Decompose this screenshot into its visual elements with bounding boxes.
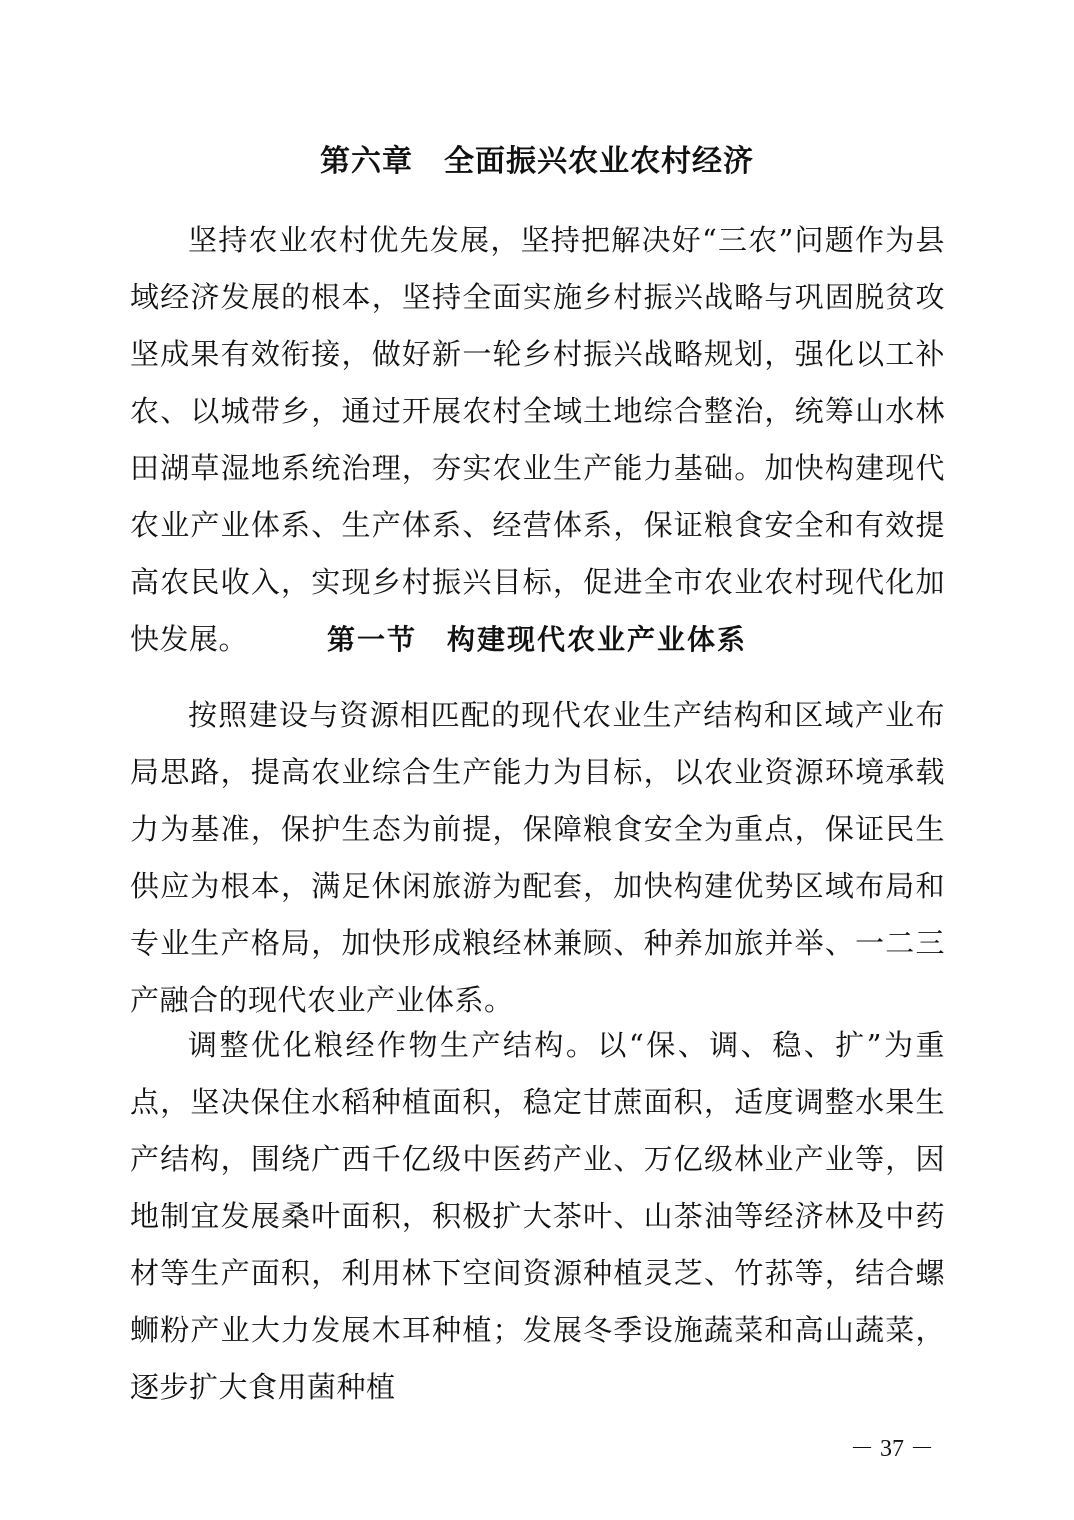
body-paragraph: 调整优化粮经作物生产结构。以“保、调、稳、扩”为重点，坚决保住水稻种植面积，稳定甘蔗面积，适度调整水果生产结构，围绕广西千亿级中医药产业、万亿级林业产业等，因地制宜发展桑叶面积，积极扩大茶叶、山茶油等经济林及中药材等生产面积，利用林下空间资源种植灵芝、竹荪等，结合螺蛳粉产业大力发展木耳种植；发展冬季设施蔬菜和高山蔬菜，逐步扩大食用菌种植 xyxy=(130,1028,945,1404)
intro-paragraph: 坚持农业农村优先发展，坚持把解决好“三农”问题作为县域经济发展的根本，坚持全面实施乡村振兴战略与巩固脱贫攻坚成果有效衔接，做好新一轮乡村振兴战略规划，强化以工补农、以城带乡，通过开展农村全域土地综合整治，统筹山水林田湖草湿地系统治理，夯实农业生产能力基础。加快构建现代农业产业体系、生产体系、经营体系，保证粮食安全和有效提高农民收入，实现乡村振兴目标，促进全市农业农村现代化加快发展。 xyxy=(130,223,945,656)
page-number: － 37 － xyxy=(850,1436,934,1462)
body-paragraph: 按照建设与资源相匹配的现代农业生产结构和区域产业布局思路，提高农业综合生产能力为目标，以农业资源环境承载力为基准，保护生态为前提，保障粮食安全为重点，保证民生供应为根本，满足休闲旅游为配套，加快构建优势区域布局和专业生产格局，加快形成粮经林兼顾、种养加旅并举、一二三产融合的现代农业产业体系。 xyxy=(130,698,945,1017)
chapter-title: 第六章 全面振兴农业农村经济 xyxy=(320,144,754,179)
section-title: 第一节 构建现代农业产业体系 xyxy=(326,623,747,656)
